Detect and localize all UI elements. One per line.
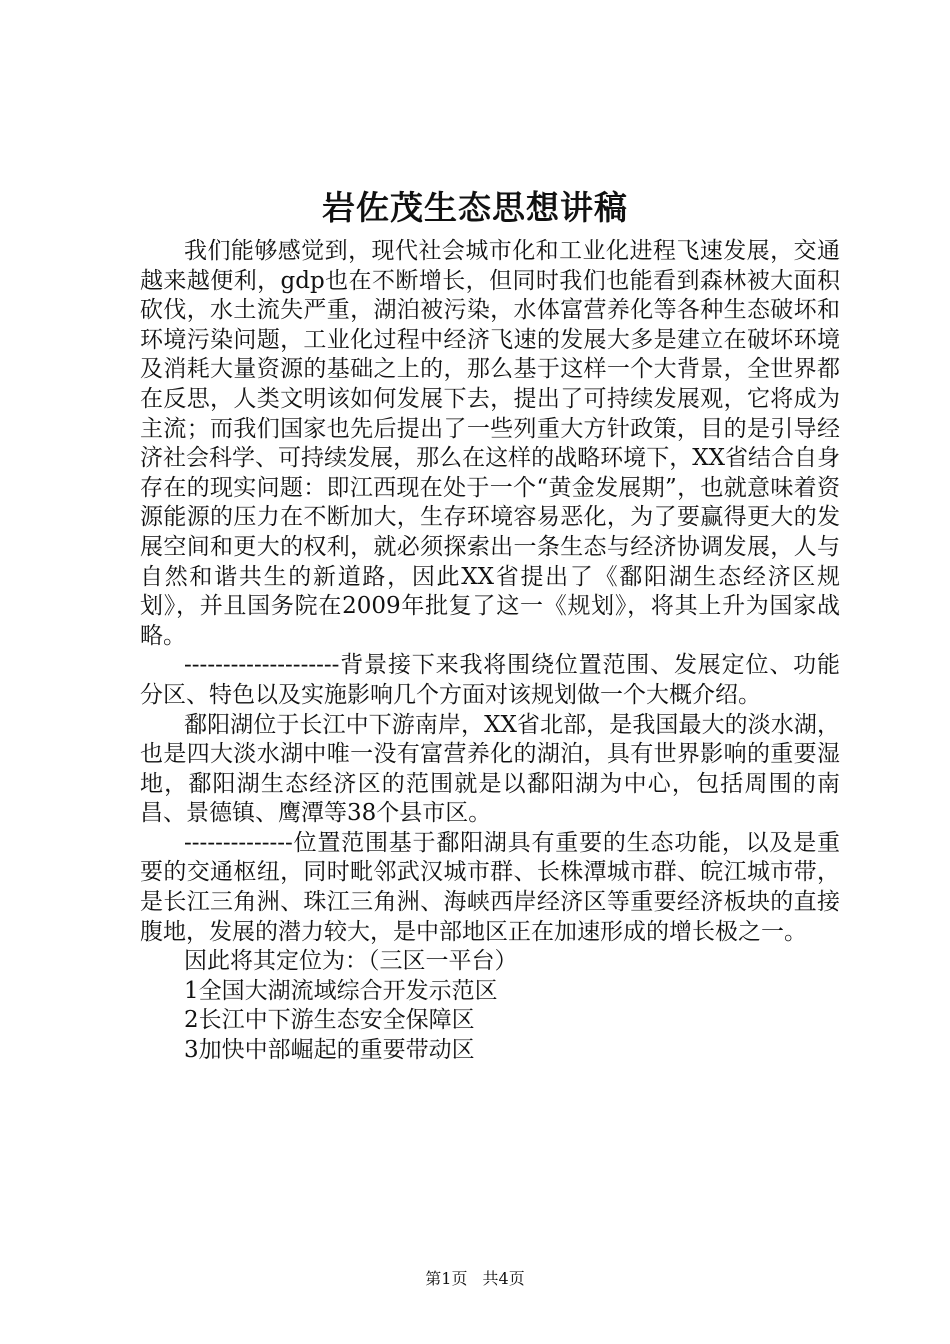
paragraph-location: 鄱阳湖位于长江中下游南岸，XX省北部，是我国最大的淡水湖，也是四大淡水湖中唯一没有富营养化的湖泊，具有世界影响的重要湿地，鄱阳湖生态经济区的范围就是以鄱阳湖为中心，包括周围的南昌、景德镇、鹰潭等38个县市区。 [140,711,840,827]
page-total: 共4页 [482,1269,525,1288]
paragraph-intro: 我们能够感觉到，现代社会城市化和工业化进程飞速发展，交通越来越便利，gdp也在不断增长，但同时我们也能看到森林被大面积砍伐，水土流失严重，湖泊被污染，水体富营养化等各种生态破坏和环境污染问题，工业化过程中经济飞速的发展大多是建立在破坏环境及消耗大量资源的基础之上的，那么基于这样一个大背景，全世界都在反思，人类文明该如何发展下去，提出了可持续发展观，它将成为主流；而我们国家也先后提出了一些列重大方针政策，目的是引导经济社会科学、可持续发展，那么在这样的战略环境下，XX省结合自身存在的现实问题：即江西现在处于一个“黄金发展期”，也就意味着资源能源的压力在不断加大，生存环境容易恶化，为了要赢得更大的发展空间和更大的权利，就必须探索出一条生态与经济协调发展，人与自然和谐共生的新道路，因此XX省提出了《鄱阳湖生态经济区规划》，并且国务院在2009年批复了这一《规划》，将其上升为国家战略。 [140,238,840,649]
list-item-2: 2长江中下游生态安全保障区 [184,1007,475,1034]
list-item-1: 1全国大湖流域综合开发示范区 [184,977,498,1004]
page-footer [0,1268,950,1290]
page-number: 第1页 [425,1269,468,1288]
document-body [140,237,840,1066]
document-title: 岩佐茂生态思想讲稿 [322,188,628,227]
list-item-3: 3加快中部崛起的重要带动区 [184,1037,475,1064]
paragraph-positioning: 因此将其定位为：（三区一平台） [184,948,518,975]
paragraph-location-range: --------------位置范围基于鄱阳湖具有重要的生态功能，以及是重要的交通枢纽，同时毗邻武汉城市群、长株潭城市群、皖江城市带，是长江三角洲、珠江三角洲、海峡西岸经济区等重要经济板块的直接腹地，发展的潜力较大，是中部地区正在加速形成的增长极之一。 [140,829,840,945]
paragraph-background-outline: --------------------背景接下来我将围绕位置范围、发展定位、功能分区、特色以及实施影响几个方面对该规划做一个大概介绍。 [140,652,840,708]
